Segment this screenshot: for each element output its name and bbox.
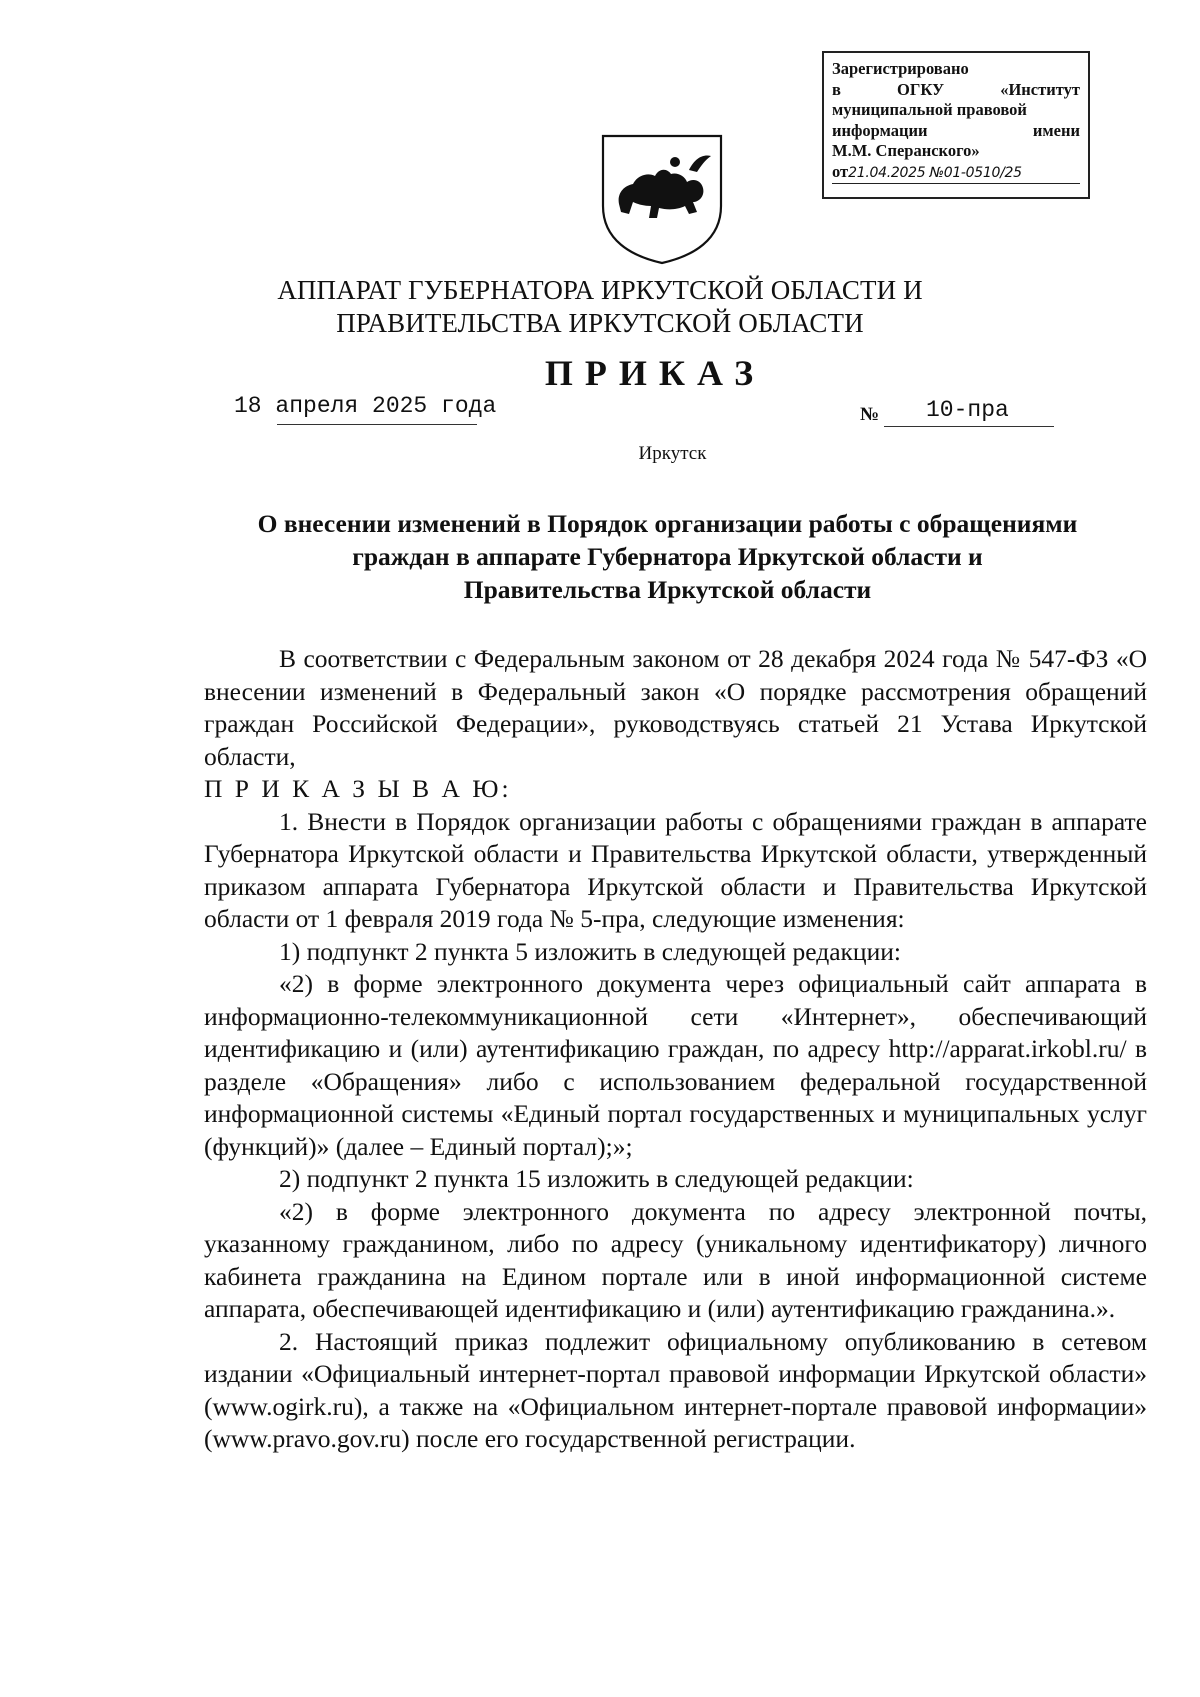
subject-line: О внесении изменений в Порядок организации работы с обращениями [257,509,1078,538]
order-word: П Р И К А З Ы В А Ю: [204,774,512,803]
coat-of-arms-emblem [597,132,727,267]
organization-name-line: АППАРАТ ГУБЕРНАТОРА ИРКУТСКОЙ ОБЛАСТИ И [277,275,923,305]
stamp-text: «Институт [1000,79,1080,99]
subject-line: граждан в аппарате Губернатора Иркутской области и [352,542,983,571]
stamp-text: в [832,79,841,99]
registration-stamp [822,51,1090,199]
stamp-text: имени [1032,120,1080,140]
order-number: 10-пра [926,397,1009,423]
stamp-line [832,80,1080,101]
number-underline [884,426,1054,427]
order-body [204,643,1147,1456]
organization-name [0,274,1200,340]
document-type: ПРИКАЗ [544,353,766,393]
item-1-paragraph: 1. Внести в Порядок организации работы с обращениями граждан в аппарате Губернатора Иркутской области и Правительства Иркутской области, утвержденный приказом аппарата Губернатора Иркутской области и Правительства Иркутской области от 1 февраля 2019 года № 5-пра, следующие изменения: [204,806,1147,933]
stamp-text: информации [832,120,928,140]
stamp-registration-line [832,162,1080,185]
stamp-text: от [832,161,849,181]
city: Иркутск [638,443,707,464]
subitem-1-paragraph: 1) подпункт 2 пункта 5 изложить в следующей редакции: [279,936,901,966]
number-label: № [860,404,880,425]
stamp-line [832,121,1080,142]
item-2-paragraph: 2. Настоящий приказ подлежит официальному опубликованию в сетевом издании «Официальный интернет-портал правовой информации Иркутской области» (www.ogirk.ru), а также на «Официальном интернет-портале правовой информации» (www.pravo.gov.ru) после его государственной регистрации. [204,1326,1147,1453]
subject-line: Правительства Иркутской области [463,575,872,604]
preamble-paragraph: В соответствии с Федеральным законом от 28 декабря 2024 года № 547-ФЗ «О внесении изменений в Федеральный закон «О порядке рассмотрения обращений граждан Российской Федерации», руководствуясь статьей 21 Устава Иркутской области, [204,644,1147,771]
stamp-line: М.М. Сперанского» [832,141,980,160]
stamp-line: муниципальной правовой [832,100,1027,119]
date-underline [277,424,477,425]
organization-name-line: ПРАВИТЕЛЬСТВА ИРКУТСКОЙ ОБЛАСТИ [336,308,864,338]
stamp-handwritten-number: 21.04.2025 №01-0510/25 [848,164,1022,181]
stamp-line: Зарегистрировано [832,59,969,78]
order-date: 18 апреля 2025 года [234,393,497,419]
stamp-text: ОГКУ [897,79,945,99]
subitem-2-text-paragraph: «2) в форме электронного документа по адресу электронной почты, указанному гражданином, либо по адресу (уникальному идентификатору) личного кабинета гражданина на Едином портале или в иной информационной системе аппарата, обеспечивающей идентификацию и (или) аутентификацию гражданина.». [204,1196,1147,1323]
order-subject [200,507,1135,606]
subitem-2-paragraph: 2) подпункт 2 пункта 15 изложить в следующей редакции: [279,1164,914,1193]
subitem-1-text-paragraph: «2) в форме электронного документа через официальный сайт аппарата в информационно-телекоммуникационной сети «Интернет», обеспечивающий идентификацию и (или) аутентификацию граждан, по адресу http://apparat.irkobl.ru/ в разделе «Обращения» либо с использованием федеральной государственной информационной системы «Единый портал государственных и муниципальных услуг (функций)» (далее – Единый портал);»; [204,969,1147,1161]
